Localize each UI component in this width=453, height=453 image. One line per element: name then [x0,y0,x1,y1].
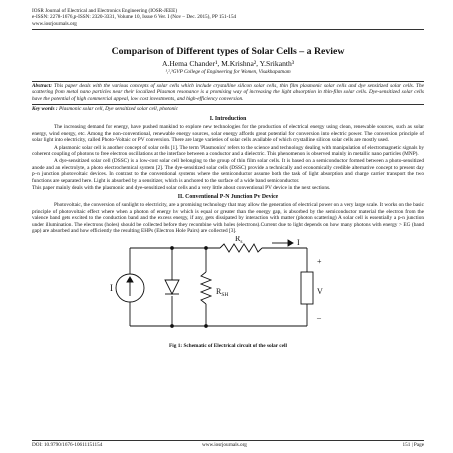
series-resistor-symbol [220,244,262,252]
intro-paragraph-2: A plasmonic solar cell is another concept of solar cells [1]. The term 'Plasmonics' refers to the science and technology dealing with manipulation of electromagnetic signals by coherent coupling of photons to free electron oscillations at the interface between a conductor and a dielectric. This phenomenon is observed mainly in metallic nano particles (MNP). [32,144,424,157]
paper-title: Comparison of Different types of Solar Cells – a Review [111,46,345,58]
abstract-block [32,81,424,105]
author-affiliation: ¹,²,³GVP College of Engineering for Women, Visakhapatnam [165,68,291,75]
journal-url: www.iosrjournals.org [32,20,77,27]
output-arrow-head [288,240,293,246]
keywords-label: Key words : [32,105,58,112]
junction-dot [171,325,174,328]
intro-paragraph-3: A dye-sensitized solar cell (DSSC) is a low-cost solar cell belonging to the group of thin film solar cells. It is based on a semiconductor formed between a photo-sensitized anode and an electrolyte, a photo electrochemical system [2]. The dye-sensitized solar cells (DSSC) provide a technically and economically credible alternative concept to present day p–n junction photovoltaic devices. In contrast to the conventional systems where the semiconductor assume both the task of light absorption and charge carrier transport the two functions are separated here. Light is absorbed by a sensitizer, which is anchored to the surface of a wide band semiconductor. [32,158,424,184]
source-arrow-head [127,277,133,282]
solar-cell-circuit-diagram [102,236,352,334]
circuit-figure [32,236,424,342]
journal-header [32,8,424,27]
output-current-label: I [297,238,300,248]
keywords-block [32,106,424,112]
shunt-resistor-label: $R_{SH}$ [216,287,229,299]
paper-authors: A.Hema Chander¹, M.Krishna², Y.Srikanth³ [161,59,295,69]
voltage-label: V [317,287,323,297]
abstract-label: Abstract: [32,82,53,89]
load-element [301,272,313,304]
footer-doi: DOI: 10.9790/1676-10611151154 [32,442,103,448]
plus-terminal-label: + [317,257,322,267]
diode-symbol [165,280,179,294]
current-source-label: I [110,283,113,294]
intro-paragraph-1: The increasing demand for energy, have pushed mankind to explore new technologies for the production of electrical energy using clean, renewable sources, such as solar energy, wind energy, etc. Among the non-conventional, renewable energy sources, solar energy affords great potential for conversion into electric power. The conversion principle of solar light into electricity, called Photo-Voltaic or PV conversion. There are large varieties of solar cells available of which crystalline silicon solar cells are mostly used. [32,124,424,144]
footer-page-number: 151 | Page [402,442,424,448]
intro-paragraph-4: This paper mainly deals with the plasmonic and dye-sensitized solar cells and a very little about conventional PV device in the next sections. [32,185,331,191]
page-content [32,8,424,349]
minus-terminal-label: – [317,313,321,323]
figure-caption: Fig 1: Schematic of Electrical circuit of the solar cell [169,343,287,350]
section-heading-introduction: I. Introduction [209,116,247,123]
keywords-text: Plasmonic solar cell, Dye sensitized solar cell, photonic [58,105,178,112]
journal-name: IOSR Journal of Electrical and Electronics Engineering (IOSR-JEEE) [32,8,178,14]
journal-issn: e-ISSN: 2278-1676,p-ISSN: 2320-3331, Volume 10, Issue 6 Ver. I (Nov – Dec. 2015), PP 151-154 [32,14,237,21]
junction-dot [205,325,208,328]
footer-site: www.iosrjournals.org [202,442,247,448]
shunt-resistor-symbol [201,272,211,304]
page-footer [32,440,424,448]
section-heading-pn-junction: II. Conventional P-N Junction Pv Device [177,194,279,201]
junction-dot [171,247,174,250]
header-rule [32,29,424,30]
junction-dot [205,247,208,250]
series-resistor-label: $R_s$ [235,236,243,246]
pn-paragraph-1: Photovoltaic, the conversion of sunlight to electricity, are a promising technology that may allow the generation of electrical power on a very large scale. It works on the basic principle of photovoltaic effect where when a photon of energy hv which is equal or greater than the energy gap, is absorbed by the semiconductor material the electron from the valence band gets excited to the conduction band and the excess energy, if any, gets dissipated by interaction with matter (photon scattering) A solar cell is essentially a p-n junction under illumination. The electrons (holes) should be collected before they recombine with holes (electrons).Current due to light depends on how many photons with energy > EG (band gap) are absorbed and how efficiently the resulting EHPs (Electron Hole Pairs) are collected [3]. [32,202,424,235]
abstract-text: This paper deals with the various concepts of solar cells which include crystalline silicon solar cells, thin film plasmonic solar cells and dye sensitized solar cells. The scattering from metal nano particles near their localized Plasmon resonance is a promising way of increasing the light absorption in thin-film solar cells. Dye-sensitized solar cells have the potential of high commercial appeal, low cost investments, and high-efficiency conversion. [32,82,424,102]
